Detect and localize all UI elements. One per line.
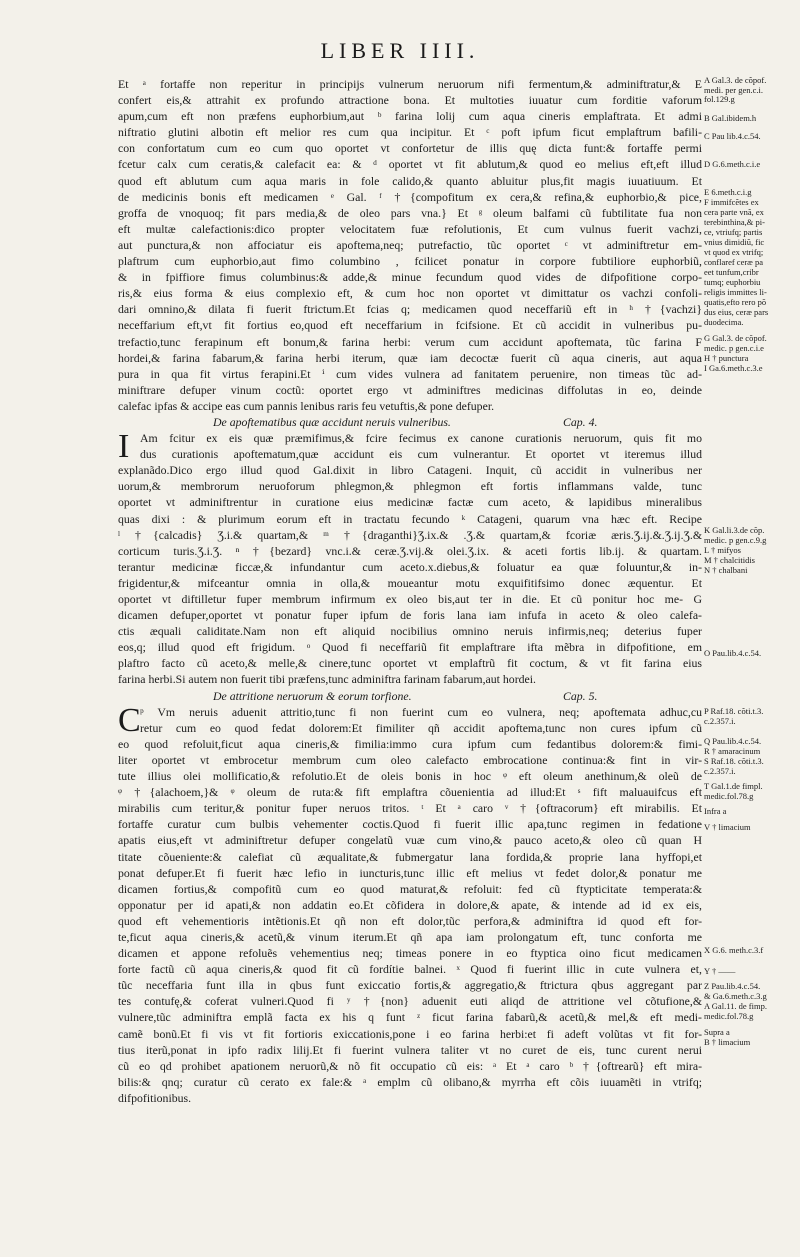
marginal-note: fol.129.g bbox=[704, 94, 735, 105]
text-line: tes contufę,& coferat vulneri.Quod fi ʸ †{non} aduenit euti aliqd de attritione vel cõtufione,& bbox=[118, 994, 702, 1009]
drop-cap-initial: C bbox=[118, 701, 141, 739]
text-line: Am fcitur ex eis quæ præmifimus,& fcire fecimus ex canone curationis neruorum, quis fit mo bbox=[140, 431, 702, 446]
text-line: miniftrare defuper vinum coctũ: oportet ergo vt adminiftres medicinas diffolutas in eo, deinde bbox=[118, 382, 702, 397]
marginal-note: K Gal.li.3.de cõp. bbox=[704, 525, 765, 535]
text-line: frigidentur,& mifceantur omnia in olla,& moueantur motu exquifitifsimo donec æquentur. Et bbox=[118, 575, 702, 590]
text-line: explanãdo.Dico ergo illud quod Gal.dixit in libro Catageni. Inquit, cũ accidit in vulneribus ner bbox=[118, 463, 702, 478]
marginal-note: duodecima. bbox=[704, 317, 744, 327]
marginal-note: Infra a bbox=[704, 806, 727, 816]
drop-cap-initial: I bbox=[118, 428, 130, 466]
text-line: Et ᵃ fortaffe non reperitur in principijs vulnerum neruorum nifi fermentum,& adminiftratur,& E bbox=[118, 77, 702, 91]
marginal-note: H † punctura bbox=[704, 353, 749, 363]
opening-paragraph bbox=[118, 76, 702, 414]
text-line: plaftrum cum euphorbio,aut fimo columbino , fcilicet ponatur in corpore fubtiliore euphorbiũ, bbox=[118, 254, 702, 269]
marginal-note: F immifcẽtes ex bbox=[704, 197, 759, 207]
text-line: hordei,& farina fabarum,& farina herbi iterum, quæ iam decoctæ fuerit cũ aqua cineris, aut aqua bbox=[118, 350, 702, 365]
text-line: dicamen defuper,oportet vt ponatur fuper ipfum de foris lana iam infufa in aceto & oleo calefa- bbox=[118, 608, 702, 623]
marginal-note: N † chalbani bbox=[704, 565, 748, 575]
marginal-note: V † limacium bbox=[704, 822, 751, 832]
marginal-note: Z Pau.lib.4.c.54. bbox=[704, 981, 761, 991]
text-line: vulnere,tũc adminiftra emplã facta ex his q funt ᶻ ficut farina fabarũ,& acetũ,& mel,& eft medi- bbox=[118, 1010, 702, 1025]
text-line: de medicinis bonis eft medicamen ᵉ Gal. ᶠ †{compofitum ex cera,& refina,& euphorbio,& pice, bbox=[118, 189, 702, 204]
marginal-note: S Raf.18. cõti.t.3. bbox=[704, 756, 764, 766]
text-line: forte factũ cũ aqua cineris,& quod fit cũ fordítie balnei. ˣ Quod fi fuerint illic in cute vulnera et, bbox=[118, 962, 702, 977]
section-heading bbox=[118, 414, 702, 430]
text-line: calefac ipfas & accipe eas cum pannis lenibus raris feu vetuftis,& pone defuper. bbox=[118, 398, 495, 413]
text-line: apum,cum eft non præfens euphorbium,aut ᵇ farina lolij cum aqua cineris emplaftrata. Et admi bbox=[118, 109, 702, 124]
text-line: tius iterũ,ponat in ipfo radix lilij.Et fi fuerint vulnera taliter vt no curet de eis, tunc curent nerui bbox=[118, 1042, 702, 1057]
text-line: eos,q; illud quod eft frigidum. ᵒ Quod fi neceffariũ fit emplaftrare ifta mẽbra in difpofitione, em bbox=[118, 640, 702, 655]
text-line: dari omnino,& dilata fi fuerit ftrictum.Et fcias q; medicamen quod neceffariũ eft in ʰ †{vachzi} bbox=[118, 302, 702, 317]
text-line: fcetur calx cum ceratis,& calefacit ea: & ᵈ oportet vt fit ablutum,& quod eo melius eft,eft illud bbox=[118, 157, 702, 172]
chapter-5-text bbox=[118, 701, 702, 1106]
text-line: liter oportet vt embrocetur membrum cum oleo calefacto embrocatione continua:& fint in vir- bbox=[118, 752, 702, 767]
text-line: te,ficut aqua cineris,& acetũ,& vinum iterum.Et qñ apa iam prolongatum eft, tunc conforta me bbox=[118, 929, 702, 944]
text-line: groffa de vnoquoq; fit pars media,& de oleo pars vna.} Et ᵍ oleum balfami cũ fubtilitate fua non bbox=[118, 205, 702, 220]
text-line: quas dixi : & plurimum eorum eft in tractatu fecundo ᵏ Catageni, quarum vna hæc eft. Recipe bbox=[118, 511, 702, 526]
text-line: camẽ bonũ.Et fi vis vt fit fortioris exiccationis,pone i eo farina herbi:et fi adeft volũtas vt fit for- bbox=[118, 1026, 702, 1041]
text-line: difpofitionibus. bbox=[118, 1090, 192, 1105]
chapter-number: Cap. 4. bbox=[563, 414, 598, 429]
marginal-note: G Gal.3. de cõpof. bbox=[704, 333, 767, 343]
text-line: retur cum eo quod fedat dolorem:Et fimiliter qñ accidit apoftema,tunc non cures ipfum cũ bbox=[140, 720, 702, 735]
text-line: eo quod refoluit,ficut aqua cineris,& fimilia:immo cura ipfum cum fedantibus dolorem:& fimi- bbox=[118, 736, 702, 751]
text-line: con confortatum cum eo cum quo oportet vt confortetur de illis quę dicta funt:& fortaffe permi bbox=[118, 141, 702, 156]
marginal-note: T Gal.1.de fimpl. bbox=[704, 781, 763, 791]
text-line: pura in qua fit virtus ferapini.Et ⁱ cum vides vulnera ad fanitatem peruenire, non timeas tũc ad- bbox=[118, 366, 702, 381]
marginal-note: A Gal.11. de fimp. bbox=[704, 1001, 767, 1011]
text-line: dus curationis apoftematum,quæ accidunt eis cum vulnerantur. Et oportet vt iteremus illud bbox=[140, 447, 702, 462]
text-line: confert eis,& attrahit ex profundo attractione bona. Et multoties iuuatur cum forditie vaforum bbox=[118, 93, 702, 108]
text-line: oportet vt diftilletur fuper membrum infirmum ex oleo bis,aut ter in die. Et cũ ponitur hoc me- G bbox=[118, 592, 702, 606]
section-heading bbox=[118, 688, 702, 704]
marginal-note: Supra a bbox=[704, 1027, 730, 1037]
chapter-number: Cap. 5. bbox=[563, 688, 598, 703]
text-line: eft multæ calefactionis:dico propter velocitatem fuæ refolutionis, Et cum vulnus fuerit vachzi, bbox=[118, 221, 702, 236]
text-line: oportet vt adminiftrentur in curatione eius medicinæ factæ cum aceto, & lapidibus mineralibus bbox=[118, 495, 702, 510]
marginal-note: B † limacium bbox=[704, 1037, 751, 1047]
marginal-note: vnius dimidiũ, fic bbox=[704, 237, 765, 247]
text-line: tũc neceffaria funt illa in qbus funt exiccatio fortis,& aggregatio,& ftrictura qbus aggregant par bbox=[118, 978, 702, 993]
text-line: terantur medicinæ ficcæ,& infundantur cum aceto.x.diebus,& foluatur ea quæ foluuntur,& in- bbox=[118, 559, 702, 574]
marginal-note: medi. per gen.c.i. bbox=[704, 84, 764, 95]
marginal-note: medic. p gen.c.i.e bbox=[704, 343, 764, 353]
marginal-note: terebinthina,& pi- bbox=[704, 217, 765, 227]
marginal-note: dus eius, ceræ pars bbox=[704, 307, 769, 317]
text-line: corticum turis.Ʒ.i.Ʒ. ⁿ †{bezard} vnc.i.& ceræ.Ʒ.vij.& olei.Ʒ.ix. & aceti fortis lib.ij. & quartam. bbox=[118, 543, 702, 558]
marginal-note: A Gal.3. de cõpof. bbox=[704, 75, 767, 85]
marginal-note: R † amaracinum bbox=[704, 746, 761, 756]
text-line: niftratio glutini albotin eft melior res cum qua incipitur. Et ᶜ poft ipfum ficut emplaftrum bafili- bbox=[118, 125, 702, 140]
marginal-note: c.2.357.i. bbox=[704, 766, 736, 776]
text-line: ctis æquali caliditate.Nam non eft aliquid nocibilius omnino neruis infirmis,neq; deterius fuper bbox=[118, 624, 702, 639]
marginal-note: Y † —— bbox=[704, 966, 736, 976]
text-line: ᵖ Vm neruis aduenit attritio,tunc fi non fuerint cum eo vulnera, neq; apoftemata adhuc,cu bbox=[140, 704, 702, 719]
text-line: ris,& eius forma & eius complexio eft, & cum hoc non oportet vt dimittatur os vachzi confoli- bbox=[118, 286, 702, 301]
main-text-column bbox=[118, 76, 702, 1106]
text-line: quod eft ablutum cum aqua maris in fole calido,& quanto abluitur plus,fit magis iuuatiuum. Et bbox=[118, 173, 702, 188]
marginal-note: C Pau lib.4.c.54. bbox=[704, 131, 761, 141]
text-line: dicamen et appone refoluẽs vehementius neq; timeas ponere in eo ftyptica oino ficut medicamen bbox=[118, 946, 702, 961]
text-line: ˡ †{calcadis} Ʒ.i.& quartam,& ᵐ †{draganthi}Ʒ.ix.& .Ʒ.& quartam,& fcoriæ æris.Ʒ.ij.&.Ʒ.ij.Ʒ.& bbox=[118, 527, 702, 542]
marginal-note: vt quod ex vtrifq; bbox=[704, 247, 764, 257]
marginal-note: conflaref ceræ pa bbox=[704, 257, 763, 267]
marginal-note: E 6.meth.c.i.g bbox=[704, 187, 752, 197]
text-line: neceffarium eft,vt fit fortius eo,quod eft neceffarium in fcifsione. Et cũ accidit in vulneribus pu- bbox=[118, 318, 702, 333]
section-heading-title: De attritione neruorum & eorum torfione. bbox=[213, 688, 412, 703]
marginal-note: medic.fol.78.g bbox=[704, 1011, 754, 1021]
text-line: & in fpiffiore fimus columbinus:& adde,& minue fecundum quod vides de difpofitione corpo- bbox=[118, 270, 702, 285]
marginal-note: ce, vtriufq; partis bbox=[704, 227, 763, 237]
marginal-note: P Raf.18. cõti.t.3. bbox=[704, 706, 764, 716]
marginal-note: medic. p gen.c.9.g bbox=[704, 535, 767, 545]
marginal-note: O Pau.lib.4.c.54. bbox=[704, 648, 762, 658]
running-head: LIBER IIII. bbox=[320, 38, 480, 63]
text-line: ᵠ †{alachoem,}& ᵠ oleum de ruta:& fift emplaftra cõuenientia ad illud:Et ˢ fift maluauifcus eft bbox=[118, 785, 702, 800]
text-line: farina herbi.Si autem non fuerit tibi præfens,tunc adminiftra farinam fabarum,aut hordei. bbox=[118, 672, 536, 687]
marginal-note: B Gal.ibidem.h bbox=[704, 113, 757, 123]
marginal-note: & Ga.6.meth.c.3.g bbox=[704, 991, 767, 1001]
marginal-note: tumq; euphorbiu bbox=[704, 277, 761, 287]
marginal-note: eet tunfum,cribr bbox=[704, 267, 759, 277]
marginal-note: c.2.357.i. bbox=[704, 716, 736, 726]
text-line: apatis eius,eft vt adminiftretur defuper congelatũ vuæ cum vino,& pauco aceto,& oleo cũ quan H bbox=[118, 833, 702, 848]
marginal-note: I Ga.6.meth.c.3.e bbox=[704, 363, 763, 373]
text-line: plaftro facto cũ aceto,& melle,& cinere,tunc oportet vt emplaftrũ fit coctum, & vt fit farina eius bbox=[118, 656, 702, 671]
section-heading-title: De apoftematibus quæ accidunt neruis vulneribus. bbox=[213, 414, 451, 429]
text-line: tute illius olei mollificatio,& refolutio.Et de oleis bonis in hoc ᵠ eft oleum anethinum,& oleũ de bbox=[118, 769, 702, 784]
text-line: ponat defuper.Et fi fuerit hæc lefio in iuncturis,tunc illic eft melius vt fedet dolor,& ponatur me bbox=[118, 865, 702, 880]
marginal-note: L † mifyos bbox=[704, 545, 741, 555]
marginal-note: religis immittes li- bbox=[704, 287, 767, 297]
text-line: aut punctura,& non affociatur eis apoftema,neq; putrefactio, tũc oportet ᶜ vt adminiftretur em- bbox=[118, 237, 702, 252]
marginal-note: cera parte vnã, ex bbox=[704, 207, 764, 217]
chapter-4-text bbox=[118, 430, 702, 688]
text-line: quod eft vehementioris intẽtionis.Et qñ non eft dolor,tũc perfora,& adminiftra id quod eft for- bbox=[118, 913, 702, 928]
text-line: fortaffe curatur cum bulbis vehementer coctis.Quod fi fuerit illic apa,tunc regimen in fedatione bbox=[118, 817, 702, 832]
text-line: mirabilis cum teritur,& ponitur fuper neruos tritos. ᵗ Et ᵃ caro ᵛ †{oftracorum} eft mirabilis. Et bbox=[118, 801, 702, 816]
text-line: cũ eo qd prohibet apationem neruorũ,& nõ fit occupatio cũ eis: ᵃ Et ᵃ caro ᵇ †{oftrearũ} eft mira- bbox=[118, 1058, 702, 1073]
marginal-note: medic.fol.78.g bbox=[704, 791, 754, 801]
marginal-note: M † chalcitidis bbox=[704, 555, 755, 565]
marginal-note: D G.6.meth.c.i.e bbox=[704, 159, 761, 169]
text-line: bilis:& qnq; curatur cũ cerato ex fale:& ᵃ emplm cũ olibano,& myrrha eft cõis iuuamẽti in vtrifq; bbox=[118, 1074, 702, 1089]
text-line: titate cõueniente:& calefiat cũ æqualitate,& fubmergatur lana fordida,& proprie lana hyffopi,et bbox=[118, 849, 702, 864]
marginal-note: quatis,efto rero põ bbox=[704, 297, 767, 307]
marginal-note: Q Pau.lib.4.c.54. bbox=[704, 736, 762, 746]
text-line: uorum,& membrorum neruoforum phlegmon,& phlegmon eft fortis inflammans valde, tunc bbox=[118, 479, 702, 494]
marginal-note: X G.6. meth.c.3.f bbox=[704, 945, 764, 955]
text-line: dicamen fortius,& compofitũ cum eo quod maturat,& refoluit: fed cũ ftypticitate temperata:& bbox=[118, 881, 702, 896]
text-line: trefactio,tunc ferapinum eft bonum,& farina herbi: verum cum accidunt apoftemata, tũc farina F bbox=[118, 334, 702, 349]
text-line: opponatur per id apati,& non addatin eo.Et cõfidera in dolore,& apate, & intende ad id ex eis, bbox=[118, 897, 702, 912]
